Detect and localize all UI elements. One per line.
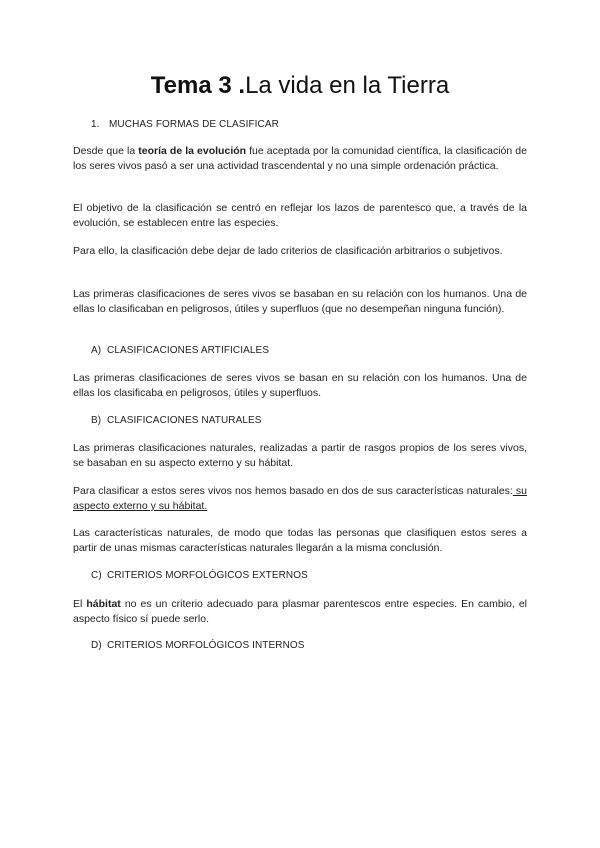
section-heading-b	[91, 414, 262, 428]
underlined-text: su aspecto externo y su hábitat.	[73, 485, 527, 512]
section-heading-d	[91, 639, 305, 653]
paragraph-text: no es un criterio adecuado para plasmar parentescos entre especies. En cambio, el aspecto físico sí puede serlo.	[73, 598, 527, 625]
section-label: CLASIFICACIONES ARTIFICIALES	[107, 345, 270, 356]
paragraph-6: Las primeras clasificaciones naturales, realizadas a partir de rasgos propios de los seres vivos, se basaban en su aspecto externo y su hábitat.	[73, 442, 527, 469]
paragraph-8: Las características naturales, de modo que todas las personas que clasifiquen estos seres a partir de unas mismas características naturales llegarán a la misma conclusión.	[73, 527, 527, 554]
paragraph-2: El objetivo de la clasificación se centró en reflejar los lazos de parentesco que, a través de la evolución, se establecen entre las especies.	[73, 202, 527, 229]
paragraph-text: fue aceptada por la comunidad científica, la clasificación de los seres vivos pasó a ser una actividad trascendental y no una simple ordenación práctica.	[73, 145, 527, 172]
page-title	[0, 70, 600, 102]
section-heading-c	[91, 569, 308, 583]
section-letter: C)	[91, 570, 102, 581]
paragraph-text: Para clasificar a estos seres vivos nos hemos basado en dos de sus características naturales:	[73, 485, 513, 497]
section-label: MUCHAS FORMAS DE CLASIFICAR	[109, 119, 279, 130]
section-label: CLASIFICACIONES NATURALES	[107, 415, 262, 426]
section-number: 1.	[91, 119, 100, 130]
title-rest: La vida en la Tierra	[245, 72, 450, 99]
paragraph-text: El	[73, 598, 87, 610]
paragraph-5: Las primeras clasificaciones de seres vivos se basan en su relación con los humanos. Una de ellas los clasificaba en peligrosos, útiles y superfluos.	[73, 372, 527, 399]
section-heading-1	[91, 118, 279, 132]
paragraph-1	[73, 144, 527, 174]
section-label: CRITERIOS MORFOLÓGICOS INTERNOS	[107, 640, 305, 651]
bold-term: teoría de la evolución	[138, 145, 247, 157]
section-letter: D)	[91, 640, 102, 651]
paragraph-9	[73, 597, 527, 627]
title-bold-part: Tema 3 .	[150, 72, 246, 99]
paragraph-7	[73, 484, 527, 514]
section-heading-a	[91, 344, 269, 358]
section-letter: A)	[91, 345, 102, 356]
paragraph-3: Para ello, la clasificación debe dejar de lado criterios de clasificación arbitrarios o subjetivos.	[73, 245, 503, 257]
paragraph-text: Desde que la	[73, 145, 139, 157]
paragraph-4: Las primeras clasificaciones de seres vivos se basaban en su relación con los humanos. Una de ellas lo clasificaban en peligrosos, útiles y superfluos (que no desempeñan ninguna función).	[73, 288, 527, 315]
section-label: CRITERIOS MORFOLÓGICOS EXTERNOS	[107, 570, 308, 581]
section-letter: B)	[91, 415, 102, 426]
bold-term: hábitat	[86, 598, 121, 610]
